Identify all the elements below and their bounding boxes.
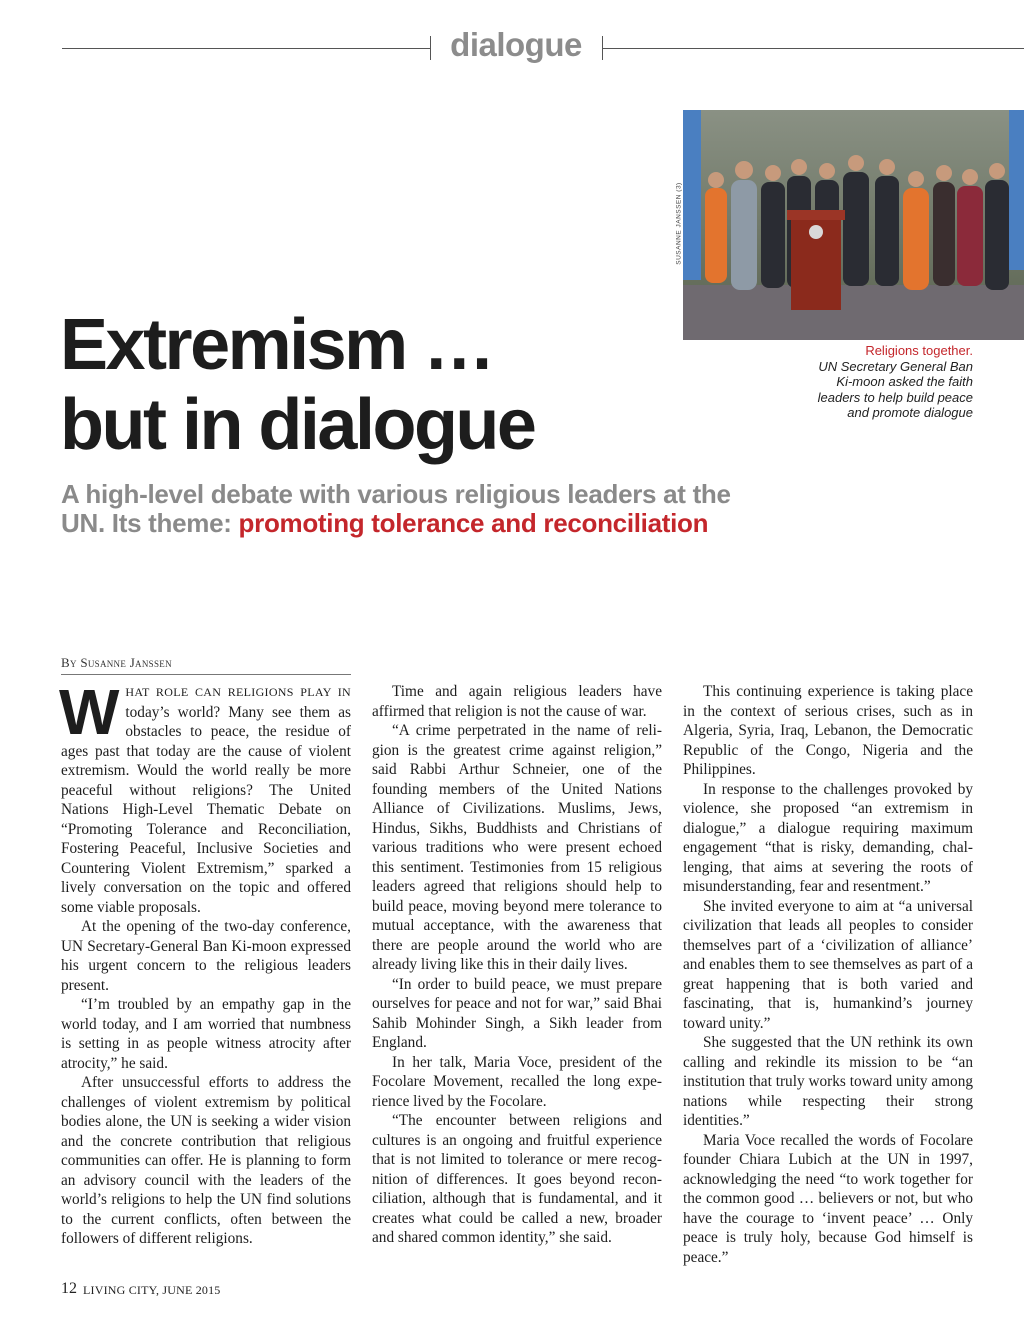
- article-column-3: [683, 682, 973, 1267]
- header-rule-right: [603, 48, 1024, 49]
- title-line-1: Extremism …: [60, 305, 493, 385]
- paragraph: “A crime perpetrated in the name of religion is the greatest crime against religion,” said Rabbi Arthur Schneier, one of the founding members of the United Nations Alliance of Civilizations. Muslims, Jews, Hindus, Sikhs, Buddhists and Christians of various traditions who were present echoed this sentiment. Testimonies from 15 religious leaders agreed that religions should help to build peace, moving beyond mere tolerance to mutual acceptance, with the awareness that there are people around the world who are already living like this in their daily lives.: [372, 722, 662, 973]
- paragraph: She suggested that the UN rethink its own calling and rekindle its mission to be “an institution that truly works toward unity among nations while respecting their strong identities.”: [683, 1034, 973, 1129]
- lead-in: HAT ROLE CAN RELIGIONS PLAY IN: [125, 685, 351, 699]
- article-column-2: [372, 682, 662, 1248]
- paragraph: At the opening of the two-day conference, UN Secretary-General Ban Ki-moon expressed his urgent concern to the religious leaders present.: [61, 918, 351, 994]
- publication-line: LIVING CITY, JUNE 2015: [83, 1283, 221, 1297]
- article-title: [60, 305, 680, 465]
- faith-leaders-photo: [683, 110, 1024, 340]
- title-line-2: but in dialogue: [60, 385, 535, 465]
- paragraph: She invited everyone to aim at “a universal civilization that leads all peoples to consider themselves part of a ‘civilization of alliance’ and enables them to see themselves as part of a great happening that is both varied and fascinating, that is, humankind’s journey toward unity.”: [683, 897, 973, 1032]
- caption-head: Religions together.: [865, 343, 973, 358]
- section-label: dialogue: [450, 26, 582, 63]
- caption-line: UN Secretary General Ban: [818, 358, 973, 374]
- paragraph: Time and again religious leaders have affirmed that religion is not the cause of war.: [372, 683, 662, 720]
- photo-credit: SUSANNE JANSSEN (3): [675, 182, 683, 265]
- header-rule-left: [62, 48, 430, 49]
- subtitle-grey: A high-level debate with various religious leaders at the UN. Its theme:: [61, 479, 731, 538]
- byline: By Susanne Janssen: [61, 655, 172, 670]
- paragraph: After unsuccessful efforts to address the challenges of violent extremism by political bodies alone, the UN is seeking a wider vision and the concrete contribution that religious communities can offer. He is planning to form an advisory council with the leaders of the world’s religions to help the UN find solutions to the current conflicts, often between the followers of different religions.: [61, 1074, 351, 1247]
- paragraph: In her talk, Maria Voce, president of the Focolare Movement, recalled the long experience lived by the Focolare.: [372, 1053, 662, 1110]
- paragraph: “In order to build peace, we must prepare ourselves for peace and not for war,” said Bhai Sahib Mohinder Singh, a Sikh leader from England.: [372, 975, 662, 1051]
- paragraph: “I’m troubled by an empathy gap in the world today, and I am worried that numbness is setting in as people witness atrocity after atrocity,” he said.: [61, 996, 351, 1072]
- photo-caption: [780, 343, 973, 421]
- byline-rule: [61, 674, 351, 675]
- paragraph: This continuing experience is taking place in the context of serious crises, such as in Algeria, Syria, Iraq, Lebanon, the Democratic Republic of the Congo, Nigeria and the Philippines.: [683, 683, 973, 778]
- paragraph: WHAT ROLE CAN RELIGIONS PLAY IN today’s world? Many see them as obstacles to peace, the residue of ages past that today are the cause of violent extremism. Would the world really be more peaceful without religions? The United Nations High-Level Thematic Debate on “Promoting Tolerance and Reconciliation, Fostering Peaceful, Inclusive Societies and Countering Violent Extremism,” sparked a lively conversation on the topic and offered some viable proposals.: [59, 676, 351, 916]
- caption-line: Ki-moon asked the faith: [836, 374, 973, 389]
- paragraph: “The encounter between religions and cultures is an ongoing and fruitful experience that is not limited to tolerance or mere recognition of differences. It goes beyond reconciliation, although that is fundamental, and it creates what could be called a new, broader and shared common identity,” she said.: [372, 1112, 662, 1246]
- article-column-1: [59, 676, 351, 1249]
- page-number: 12: [61, 1280, 77, 1297]
- article-subtitle: [61, 480, 741, 538]
- paragraph: Maria Voce recalled the words of Focolare founder Chiara Lubich at the UN in 1997, acknowledging the need “to work together for the common good … believers or not, but who have the courage to ‘invent peace’ … Only peace is truly holy, because God himself is peace.”: [683, 1131, 973, 1266]
- header-tick-left: [430, 36, 431, 60]
- subtitle-red: promoting tolerance and reconciliation: [238, 508, 709, 538]
- paragraph: In response to the challenges provoked by violence, she proposed “an extremism in dialogue,” a dialogue requiring maximum engagement “that is risky, demanding, challenging, that aims at severing the roots of misunderstanding, fear and resentment.”: [683, 780, 973, 895]
- caption-line: leaders to help build peace: [817, 389, 973, 405]
- caption-line: and promote dialogue: [847, 405, 973, 420]
- drop-cap: W: [59, 676, 120, 748]
